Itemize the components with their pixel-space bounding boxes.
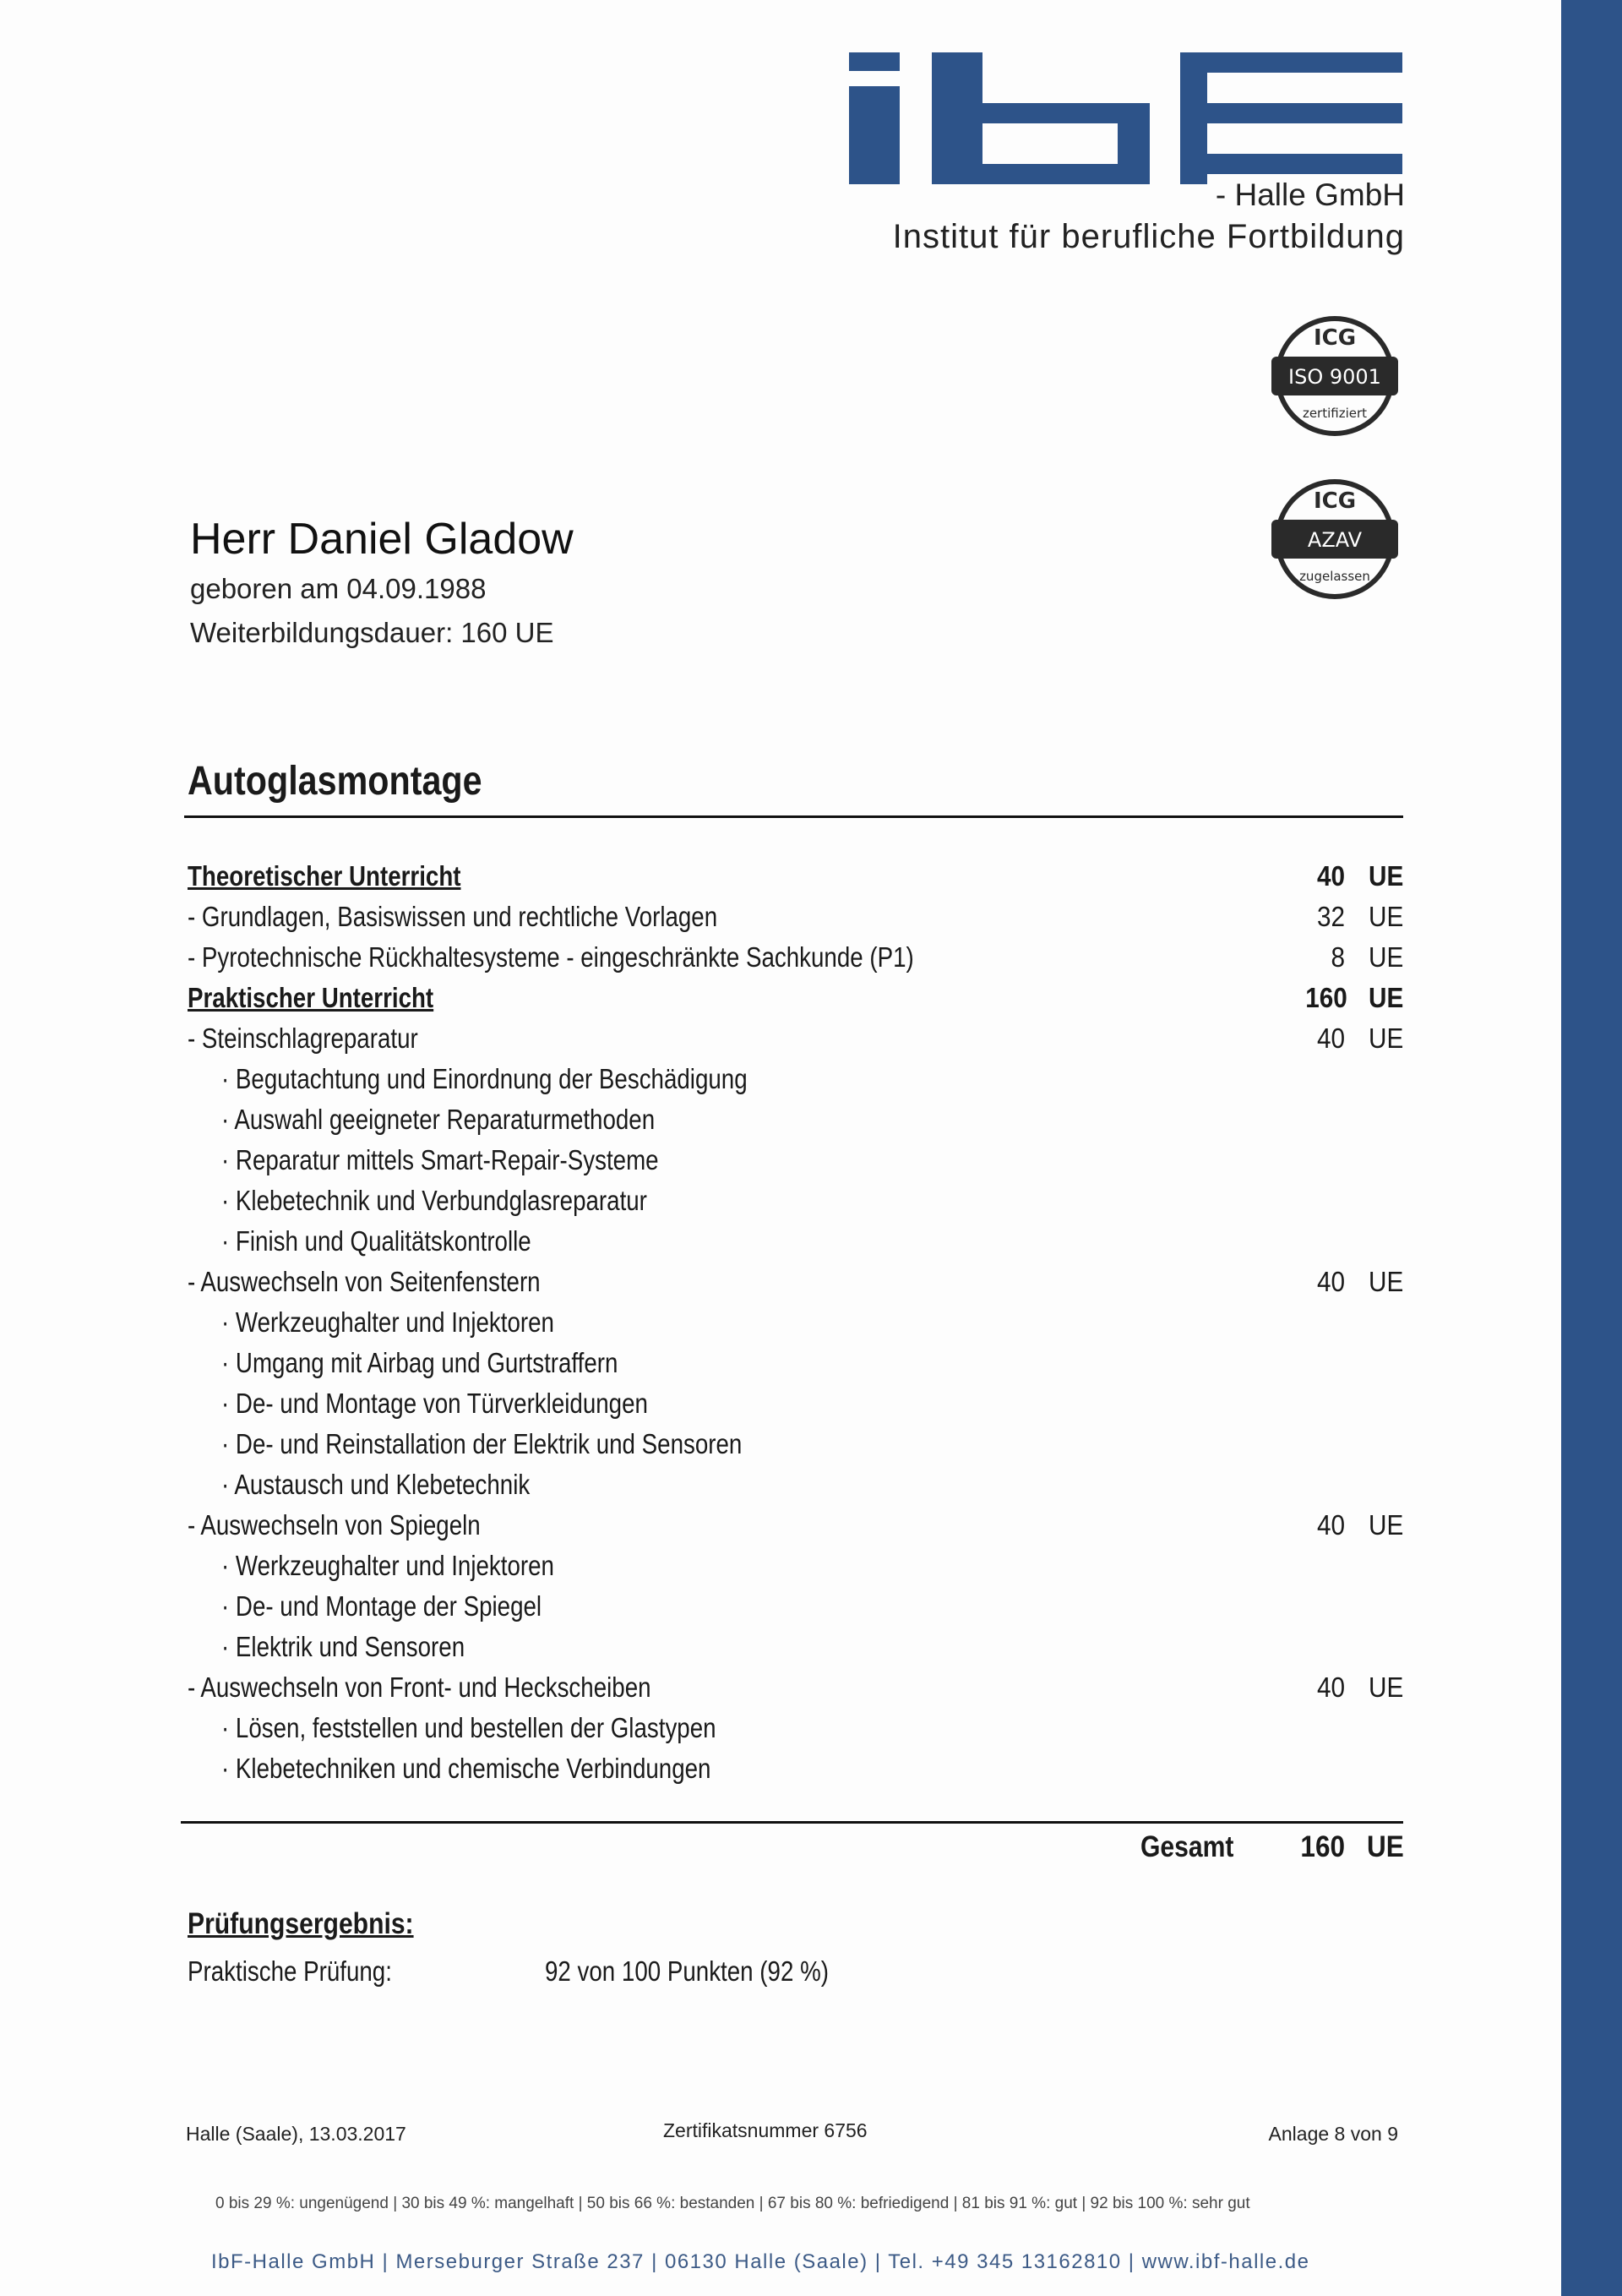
azav-seal-icon	[1271, 476, 1398, 603]
row-text: · Finish und Qualitätskontrolle	[221, 1225, 531, 1257]
row-hours: 40	[1316, 860, 1345, 892]
row-text: · Austausch und Klebetechnik	[221, 1469, 531, 1500]
row-unit: UE	[1369, 1023, 1404, 1054]
row-text: · Elektrik und Sensoren	[221, 1631, 465, 1662]
section-heading-row	[0, 860, 1622, 899]
institution-suffix: - Halle GmbH	[1215, 177, 1405, 212]
row-text: - Grundlagen, Basiswissen und rechtliche Vorlagen	[188, 901, 718, 932]
row-text: · Lösen, feststellen und bestellen der Glastypen	[221, 1712, 716, 1743]
row-text: - Auswechseln von Spiegeln	[188, 1509, 481, 1541]
row-text: · Auswahl geeigneter Reparaturmethoden	[221, 1104, 656, 1135]
grading-scale: 0 bis 29 %: ungenügend | 30 bis 49 %: mangelhaft | 50 bis 66 %: bestanden | 67 bis 80 %: befriedigend | 81 bis 91 %: gut | 92 bis 100 %: sehr gut	[215, 2195, 1250, 2212]
course-title: Autoglasmontage	[188, 759, 482, 804]
row-text: · Werkzeughalter und Injektoren	[221, 1306, 554, 1338]
subtopic-row	[0, 1347, 1622, 1386]
row-hours: 8	[1331, 941, 1345, 973]
row-text: · Klebetechniken und chemische Verbindungen	[221, 1753, 711, 1784]
subtopic-row	[0, 1590, 1622, 1629]
row-text: · De- und Montage von Türverkleidungen	[221, 1388, 648, 1419]
exam-value: 92 von 100 Punkten (92 %)	[545, 1955, 829, 1987]
svg-text:ICG: ICG	[1313, 325, 1357, 351]
row-text: · Reparatur mittels Smart-Repair-Systeme	[221, 1144, 659, 1175]
person-name: Herr Daniel Gladow	[190, 515, 574, 564]
subtopic-row	[0, 1631, 1622, 1670]
row-text: Praktischer Unterricht	[188, 982, 434, 1013]
module-row	[0, 1672, 1622, 1710]
row-hours: 40	[1316, 1672, 1345, 1703]
subtopic-row	[0, 1428, 1622, 1467]
row-text: · Begutachtung und Einordnung der Beschädigung	[221, 1063, 748, 1094]
module-row	[0, 1509, 1622, 1548]
total-hours: 160	[1300, 1830, 1345, 1863]
subtopic-row	[0, 1225, 1622, 1264]
title-divider	[184, 815, 1403, 818]
certificate-number: Zertifikatsnummer 6756	[663, 2119, 868, 2141]
subtopic-row	[0, 1550, 1622, 1589]
row-hours: 40	[1316, 1266, 1345, 1297]
total-label: Gesamt	[1140, 1830, 1234, 1863]
subtopic-row	[0, 1712, 1622, 1751]
training-duration: Weiterbildungsdauer: 160 UE	[190, 617, 554, 648]
row-text: · De- und Reinstallation der Elektrik und Sensoren	[221, 1428, 743, 1459]
row-hours: 40	[1316, 1023, 1345, 1054]
row-text: - Auswechseln von Seitenfenstern	[188, 1266, 541, 1297]
attachment-page: Anlage 8 von 9	[1268, 2123, 1398, 2145]
subtopic-row	[0, 1063, 1622, 1102]
person-birth: geboren am 04.09.1988	[190, 573, 487, 604]
subtopic-row	[0, 1104, 1622, 1143]
contact-line: IbF-Halle GmbH | Merseburger Straße 237 | 06130 Halle (Saale) | Tel. +49 345 13162810 | www.ibf-halle.de	[211, 2250, 1310, 2273]
exam-heading: Prüfungsergebnis:	[188, 1907, 414, 1940]
exam-label: Praktische Prüfung:	[188, 1955, 392, 1987]
subtopic-row	[0, 1469, 1622, 1508]
subtopic-row	[0, 1388, 1622, 1426]
row-unit: UE	[1369, 1509, 1404, 1541]
module-row	[0, 1266, 1622, 1305]
row-unit: UE	[1369, 860, 1404, 892]
row-text: · Umgang mit Airbag und Gurtstraffern	[221, 1347, 618, 1378]
row-text: - Pyrotechnische Rückhaltesysteme - eingeschränkte Sachkunde (P1)	[188, 941, 914, 973]
row-text: Theoretischer Unterricht	[188, 860, 461, 892]
svg-text:ISO 9001: ISO 9001	[1288, 365, 1381, 389]
section-heading-row	[0, 982, 1622, 1021]
institution-subtitle: Institut für berufliche Fortbildung	[892, 218, 1405, 255]
iso-seal-icon	[1271, 313, 1398, 439]
place-date: Halle (Saale), 13.03.2017	[186, 2123, 406, 2145]
svg-text:ICG: ICG	[1313, 488, 1357, 514]
svg-text:zertifiziert: zertifiziert	[1302, 406, 1368, 421]
row-unit: UE	[1369, 1266, 1404, 1297]
row-unit: UE	[1369, 1672, 1404, 1703]
subtopic-row	[0, 1306, 1622, 1345]
total-unit: UE	[1367, 1830, 1404, 1863]
row-text: · De- und Montage der Spiegel	[221, 1590, 542, 1622]
module-row	[0, 901, 1622, 940]
subtopic-row	[0, 1753, 1622, 1792]
row-unit: UE	[1369, 901, 1404, 932]
row-text: - Steinschlagreparatur	[188, 1023, 418, 1054]
row-unit: UE	[1369, 982, 1404, 1013]
row-hours: 40	[1316, 1509, 1345, 1541]
module-row	[0, 1023, 1622, 1061]
total-divider	[181, 1821, 1403, 1824]
row-unit: UE	[1369, 941, 1404, 973]
subtopic-row	[0, 1144, 1622, 1183]
subtopic-row	[0, 1185, 1622, 1224]
module-row	[0, 941, 1622, 980]
row-text: · Werkzeughalter und Injektoren	[221, 1550, 554, 1581]
row-text: · Klebetechnik und Verbundglasreparatur	[221, 1185, 647, 1216]
row-text: - Auswechseln von Front- und Heckscheiben	[188, 1672, 651, 1703]
svg-text:zugelassen: zugelassen	[1299, 569, 1370, 584]
row-hours: 160	[1305, 982, 1347, 1013]
row-hours: 32	[1316, 901, 1345, 932]
svg-text:AZAV: AZAV	[1307, 528, 1363, 552]
